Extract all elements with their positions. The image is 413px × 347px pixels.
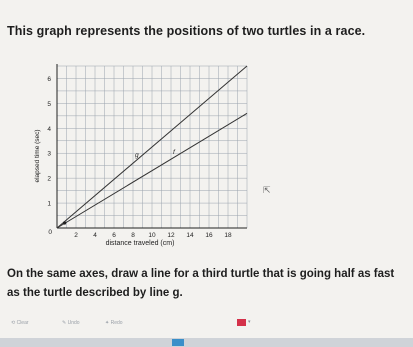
y-tick-label: 2: [47, 175, 51, 183]
x-tick-label: 16: [205, 232, 213, 239]
undo-button[interactable]: ✎ Undo: [62, 320, 80, 326]
y-tick-label: 1: [47, 200, 51, 208]
y-tick-label: 4: [47, 125, 51, 133]
origin-label: 0: [48, 229, 52, 236]
mouse-cursor-icon: ⇱: [263, 185, 271, 195]
x-tick-label: 8: [131, 232, 135, 239]
y-tick-label: 3: [47, 150, 51, 158]
scrollbar-thumb[interactable]: [172, 339, 184, 346]
start-point-marker: [63, 221, 66, 224]
x-tick-label: 6: [112, 232, 116, 239]
y-axis-label: elapsed time (sec): [34, 129, 41, 183]
chevron-down-icon[interactable]: ▾: [248, 319, 251, 325]
redo-button[interactable]: ✦ Redo: [105, 320, 123, 326]
y-tick-label: 6: [47, 75, 51, 83]
series-label-f: f: [173, 149, 175, 157]
taskbar: [0, 338, 413, 347]
y-tick-label: 5: [47, 100, 51, 108]
x-tick-label: 10: [148, 232, 156, 239]
clear-button[interactable]: ⟲ Clear: [11, 320, 29, 326]
question-prompt: On the same axes, draw a line for a third turtle that is going half as fast as the turtle described by line g.: [7, 268, 395, 299]
drawing-toolbar: [6, 311, 406, 335]
x-tick-label: 4: [93, 232, 97, 239]
x-tick-label: 14: [186, 232, 194, 239]
series-label-g: g: [135, 152, 139, 160]
color-swatch[interactable]: [237, 319, 246, 326]
question-title: This graph represents the positions of two turtles in a race.: [7, 24, 366, 38]
x-axis-label: distance traveled (cm): [105, 240, 175, 247]
x-tick-label: 12: [167, 232, 175, 239]
x-tick-label: 18: [224, 232, 232, 239]
x-tick-label: 2: [74, 232, 78, 239]
